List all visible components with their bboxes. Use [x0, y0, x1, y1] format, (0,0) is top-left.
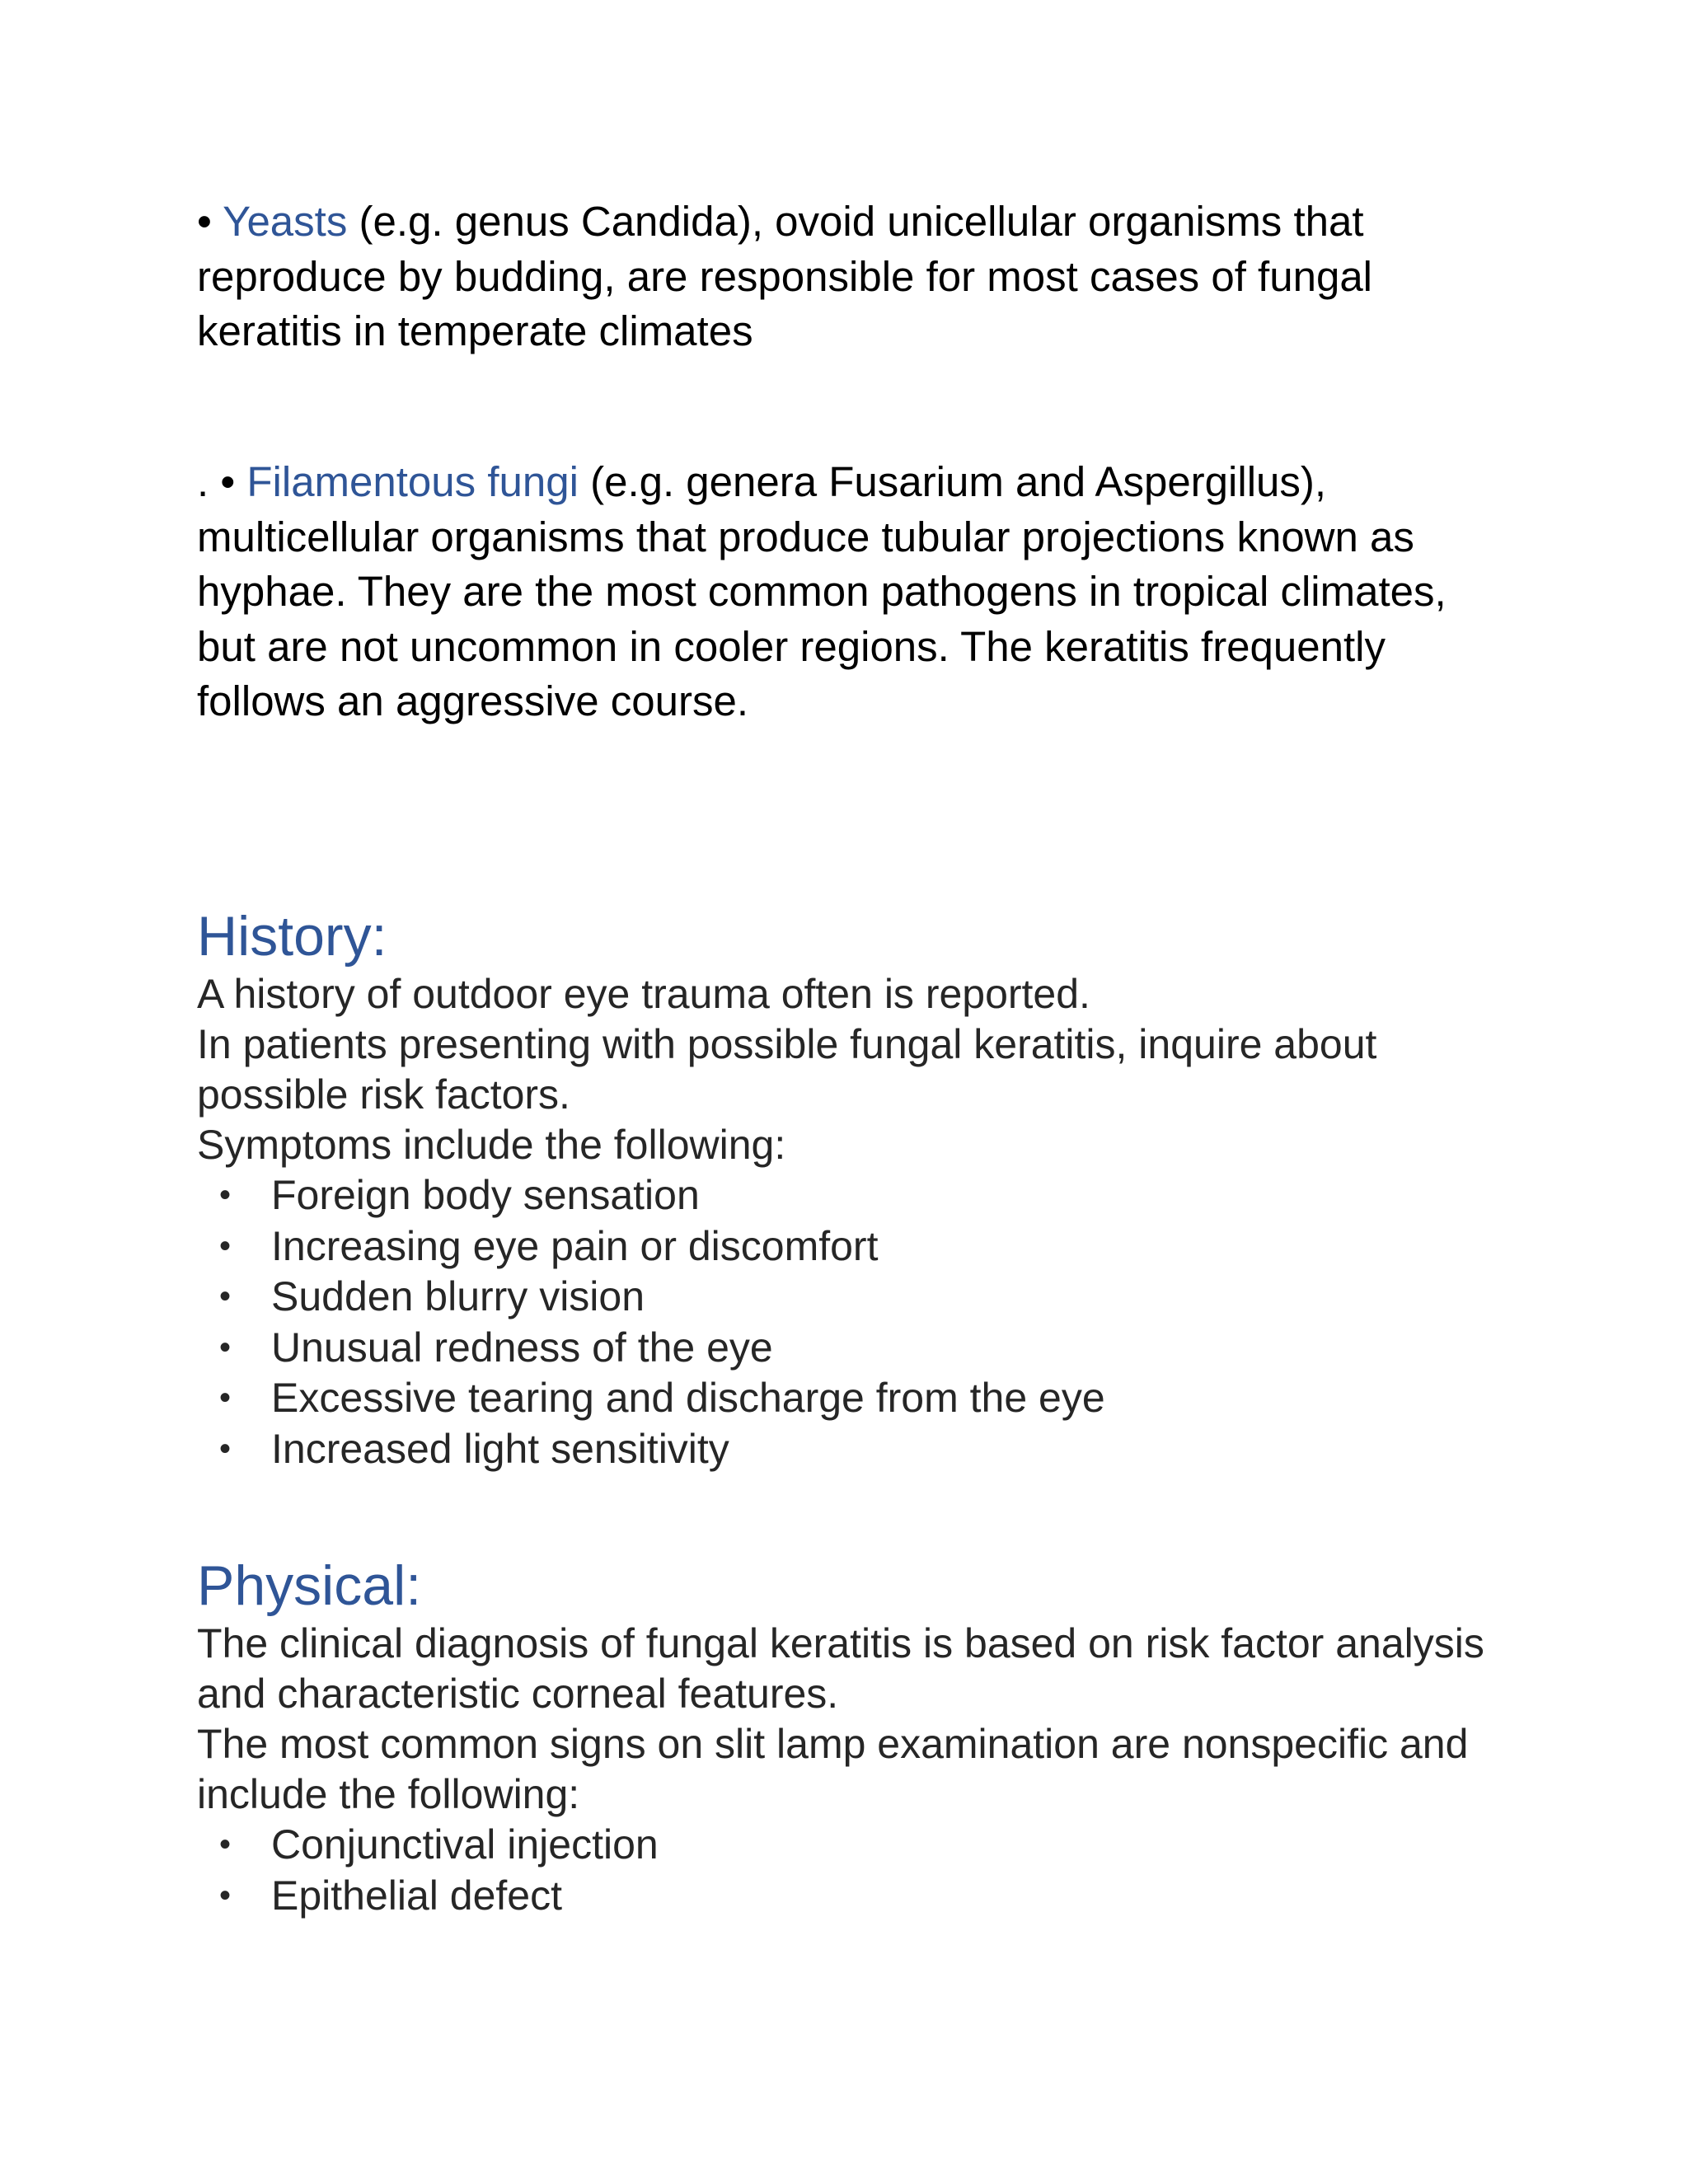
bullet-icon: •	[219, 1877, 232, 1914]
yeasts-bullet: •	[197, 198, 223, 245]
list-item	[197, 1221, 1532, 1272]
list-item	[197, 1373, 1532, 1424]
list-item-text: Increasing eye pain or discomfort	[271, 1222, 879, 1269]
bullet-icon: •	[219, 1826, 232, 1863]
list-item	[197, 1170, 1532, 1221]
physical-heading: Physical:	[197, 1554, 422, 1617]
list-item-text: Unusual redness of the eye	[271, 1324, 773, 1371]
list-item	[197, 1272, 1532, 1323]
history-section	[197, 903, 1532, 1474]
bullet-icon: •	[219, 1430, 232, 1467]
yeasts-paragraph	[197, 194, 1516, 359]
list-item-text: Increased light sensitivity	[271, 1425, 729, 1472]
physical-line: The clinical diagnosis of fungal keratitis is based on risk factor analysis and characteristic corneal features.	[197, 1620, 1484, 1717]
list-item-text: Foreign body sensation	[271, 1172, 700, 1218]
list-item	[197, 1871, 1532, 1922]
yeasts-term: Yeasts	[223, 198, 348, 245]
history-line: Symptoms include the following:	[197, 1122, 786, 1168]
list-item	[197, 1424, 1532, 1475]
list-item-text: Conjunctival injection	[271, 1821, 659, 1868]
list-item-text: Excessive tearing and discharge from the eye	[271, 1375, 1105, 1421]
filamentous-fungi-term: Filamentous fungi	[246, 458, 579, 505]
filamentous-fungi-description: (e.g. genera Fusarium and Aspergillus), multicellular organisms that produce tubular projections known as hyphae. They are the most common pathogens in tropical climates, but are not uncommon in cooler regions. The keratitis frequently follows an aggressive course.	[197, 458, 1447, 724]
physical-line: The most common signs on slit lamp examination are nonspecific and include the following:	[197, 1721, 1469, 1817]
symptoms-list	[197, 1170, 1532, 1474]
list-item	[197, 1820, 1532, 1871]
bullet-icon: •	[219, 1227, 232, 1264]
list-item-text: Epithelial defect	[271, 1872, 563, 1919]
bullet-icon: •	[219, 1380, 232, 1416]
yeasts-description: (e.g. genus Candida), ovoid unicellular organisms that reproduce by budding, are responsible for most cases of fungal keratitis in temperate climates	[197, 198, 1373, 354]
bullet-icon: •	[219, 1177, 232, 1213]
list-item	[197, 1323, 1532, 1374]
bullet-icon: •	[219, 1278, 232, 1315]
signs-list	[197, 1820, 1532, 1921]
filamentous-fungi-paragraph	[197, 455, 1516, 729]
history-line: In patients presenting with possible fungal keratitis, inquire about possible risk factors.	[197, 1021, 1377, 1118]
history-line: A history of outdoor eye trauma often is reported.	[197, 971, 1090, 1017]
bullet-icon: •	[219, 1329, 232, 1366]
history-heading: History:	[197, 905, 387, 968]
physical-section	[197, 1553, 1532, 1921]
filamentous-bullet: . •	[197, 458, 247, 505]
list-item-text: Sudden blurry vision	[271, 1273, 645, 1319]
